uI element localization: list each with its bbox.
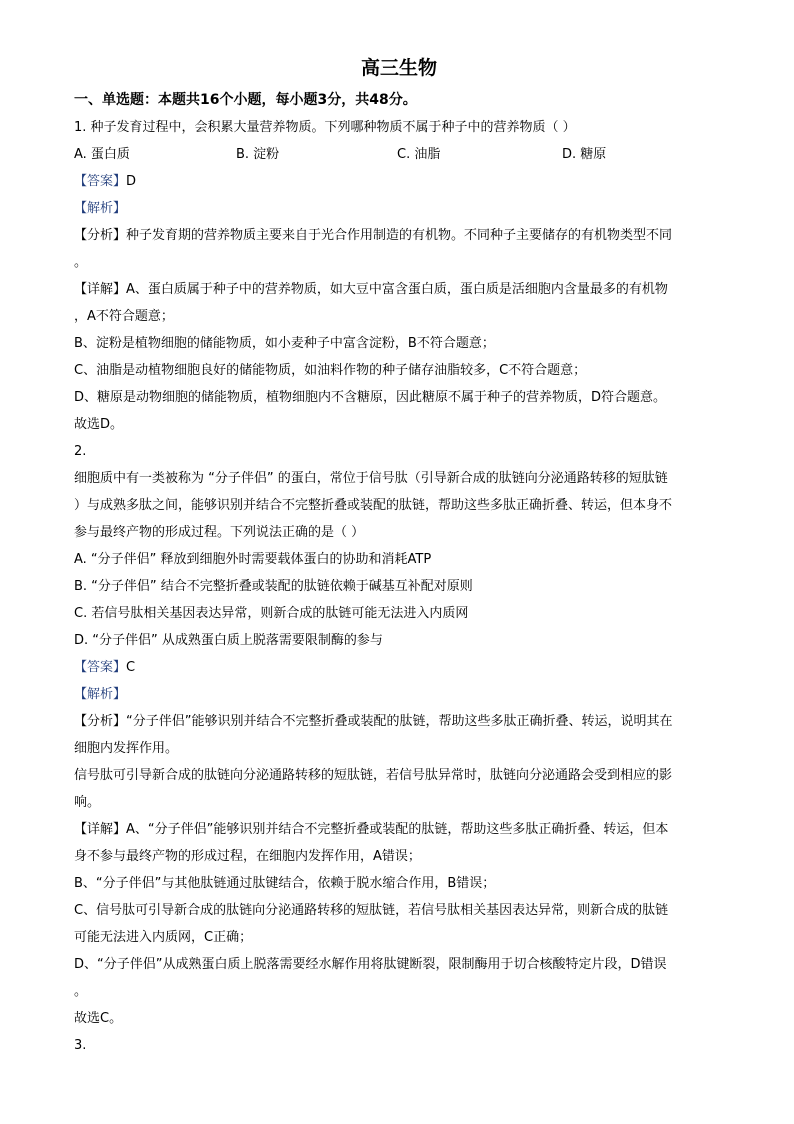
- question-2-answer: [74, 654, 724, 681]
- explanation-line: B、“分子伴侣”与其他肽链通过肽键结合，依赖于脱水缩合作用，B错误；: [74, 876, 496, 891]
- explanation-line: C、信号肽可引导新合成的肽链向分泌通路转移的短肽链，若信号肽相关基因表达异常，则新合成的肽链: [74, 903, 669, 918]
- question-2-stem-line: 参与最终产物的形成过程。下列说法正确的是（ ）: [74, 525, 365, 540]
- question-2-number: 2.: [74, 444, 87, 459]
- answer-value: C: [126, 660, 136, 675]
- question-1-option-b: B. 淀粉: [236, 147, 280, 162]
- answer-label: 【答案】: [74, 174, 127, 189]
- explanation-line: D、“分子伴侣”从成熟蛋白质上脱落需要经水解作用将肽键断裂，限制酶用于切合核酸特定片段，D错误: [74, 957, 667, 972]
- page-title: 高三生物: [360, 57, 437, 79]
- question-1-option-c: C. 油脂: [397, 147, 441, 162]
- question-2: [74, 438, 724, 1032]
- explanation-line: 可能无法进入内质网，C正确；: [74, 930, 253, 945]
- explanation-line: 细胞内发挥作用。: [74, 741, 179, 756]
- question-2-analysis-label: [74, 681, 724, 708]
- analysis-label: 【解析】: [74, 687, 127, 702]
- question-1-stem: 1. 种子发育过程中，会积累大量营养物质。下列哪种物质不属于种子中的营养物质（ ）: [74, 120, 576, 135]
- explanation-line: 【分析】种子发育期的营养物质主要来自于光合作用制造的有机物。不同种子主要储存的有机物类型不同: [74, 228, 673, 243]
- section-heading: 一、单选题：本题共16个小题，每小题3分，共48分。: [74, 92, 417, 108]
- explanation-line: 。: [74, 984, 88, 999]
- question-2-option-b: B. “分子伴侣” 结合不完整折叠或装配的肽链依赖于碱基互补配对原则: [74, 579, 473, 594]
- explanation-line: 故选D。: [74, 417, 124, 432]
- question-1-analysis-label: [74, 195, 724, 222]
- explanation-line: C、油脂是动植物细胞良好的储能物质，如油料作物的种子储存油脂较多，C不符合题意；: [74, 363, 587, 378]
- question-2-option-d: D. “分子伴侣” 从成熟蛋白质上脱落需要限制酶的参与: [74, 633, 383, 648]
- question-1-options: [74, 141, 724, 168]
- explanation-line: 【分析】“分子伴侣”能够识别并结合不完整折叠或装配的肽链，帮助这些多肽正确折叠、转运，说明其在: [74, 714, 673, 729]
- explanation-line: 。: [74, 255, 88, 270]
- explanation-line: 信号肽可引导新合成的肽链向分泌通路转移的短肽链，若信号肽异常时，肽链向分泌通路会受到相应的影: [74, 768, 673, 783]
- question-1-answer: [74, 168, 724, 195]
- explanation-line: B、淀粉是植物细胞的储能物质，如小麦种子中富含淀粉，B不符合题意；: [74, 336, 495, 351]
- explanation-line: ，A不符合题意；: [74, 309, 174, 324]
- explanation-line: 故选C。: [74, 1011, 123, 1026]
- question-2-stem-line: ）与成熟多肽之间，能够识别并结合不完整折叠或装配的肽链，帮助这些多肽正确折叠、转运，但本身不: [74, 498, 673, 513]
- answer-value: D: [126, 174, 137, 189]
- explanation-line: 【详解】A、蛋白质属于种子中的营养物质，如大豆中富含蛋白质，蛋白质是活细胞内含量最多的有机物: [74, 282, 668, 297]
- question-3-number: 3.: [74, 1038, 87, 1053]
- explanation-line: 响。: [74, 795, 101, 810]
- explanation-line: 身不参与最终产物的形成过程，在细胞内发挥作用，A错误；: [74, 849, 421, 864]
- question-2-option-c: C. 若信号肽相关基因表达异常，则新合成的肽链可能无法进入内质网: [74, 606, 469, 621]
- explanation-line: D、糖原是动物细胞的储能物质，植物细胞内不含糖原，因此糖原不属于种子的营养物质，D符合题意。: [74, 390, 667, 405]
- question-1-option-a: A. 蛋白质: [74, 147, 130, 162]
- answer-label: 【答案】: [74, 660, 127, 675]
- question-2-option-a: A. “分子伴侣” 释放到细胞外时需要载体蛋白的协助和消耗ATP: [74, 552, 432, 567]
- question-2-stem-line: 细胞质中有一类被称为 “分子伴侣” 的蛋白，常位于信号肽（引导新合成的肽链向分泌通路转移的短肽链: [74, 471, 668, 486]
- question-1: [74, 114, 724, 438]
- explanation-line: 【详解】A、“分子伴侣”能够识别并结合不完整折叠或装配的肽链，帮助这些多肽正确折叠、转运，但本: [74, 822, 669, 837]
- analysis-label: 【解析】: [74, 201, 127, 216]
- question-1-option-d: D. 糖原: [562, 147, 607, 162]
